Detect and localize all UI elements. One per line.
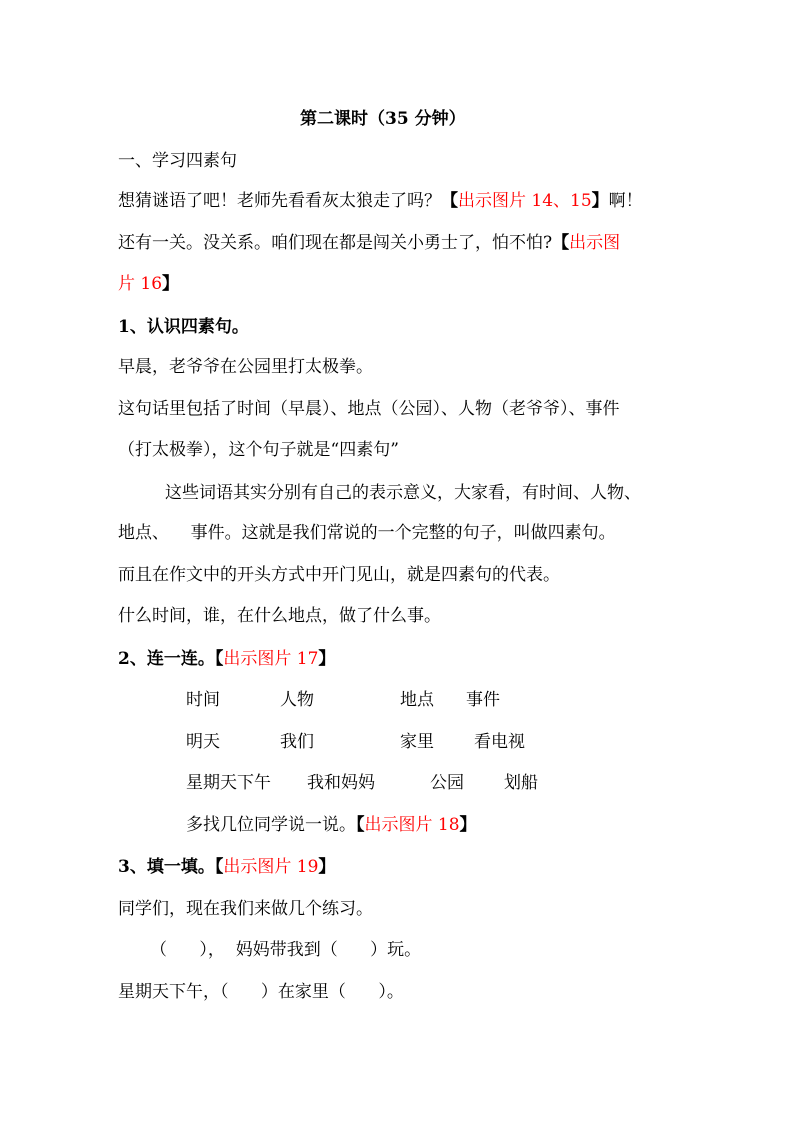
sub2-heading-line xyxy=(118,648,335,670)
explain-line-1: 这句话里包括了时间（早晨）、地点（公园）、人物（老爷爷）、事件 xyxy=(118,399,620,419)
page-title: 第二课时（35 分钟） xyxy=(300,109,466,129)
bracket-open: 【 xyxy=(552,233,570,253)
table-cell: 公园 xyxy=(430,773,464,793)
bracket-close: 】 xyxy=(318,857,336,877)
image-reference: 出示图片 14、15 xyxy=(458,191,592,211)
intro-line-3 xyxy=(118,273,179,295)
para-line-3: 而且在作文中的开头方式中开门见山，就是四素句的代表。 xyxy=(118,565,560,585)
section1-heading: 一、学习四素句 xyxy=(118,151,237,171)
intro-line-1-text: 想猜谜语了吧！老师先看看灰太狼走了吗？ xyxy=(118,191,441,211)
followup-line xyxy=(186,814,477,836)
para-line-1: 这些词语其实分别有自己的表示意义，大家看，有时间、人物、 xyxy=(165,483,641,503)
para-line-4: 什么时间，谁，在什么地点，做了什么事。 xyxy=(118,606,441,626)
bracket-close: 】 xyxy=(591,191,609,211)
image-reference: 出示图片 18 xyxy=(364,815,460,835)
intro-line-1-tail: 啊！ xyxy=(608,191,643,211)
table-cell: 时间 xyxy=(186,690,220,710)
table-cell: 看电视 xyxy=(474,732,525,752)
sub3-intro: 同学们，现在我们来做几个练习。 xyxy=(118,899,373,919)
exercise-2: 星期天下午，（ ）在家里（ ）。 xyxy=(118,982,404,1002)
table-cell: 地点 xyxy=(400,690,434,710)
bracket-open: 【 xyxy=(441,191,458,211)
table-cell: 我和妈妈 xyxy=(307,773,375,793)
intro-line-2 xyxy=(118,232,620,254)
intro-line-1 xyxy=(118,190,643,212)
image-reference: 片 16 xyxy=(118,274,163,294)
image-reference: 出示图 xyxy=(569,233,621,253)
example-sentence: 早晨，老爷爷在公园里打太极拳。 xyxy=(118,357,373,377)
table-cell: 家里 xyxy=(400,732,434,752)
exercise-1: （ ）， 妈妈带我到（ ）玩。 xyxy=(150,940,422,960)
bracket-close: 】 xyxy=(162,274,180,294)
intro-line-2-text: 还有一关。没关系。咱们现在都是闯关小勇士了，怕不怕? xyxy=(118,233,553,253)
explain-line-2: （打太极拳），这个句子就是“四素句” xyxy=(118,440,399,460)
sub1-heading: 1、认识四素句。 xyxy=(118,317,249,337)
table-cell: 划船 xyxy=(504,773,538,793)
bracket-open: 【 xyxy=(356,815,365,835)
table-cell: 星期天下午 xyxy=(186,773,271,793)
para-line-2: 地点、 事件。这就是我们常说的一个完整的句子，叫做四素句。 xyxy=(118,523,616,543)
table-cell: 人物 xyxy=(280,690,314,710)
bracket-close: 】 xyxy=(459,815,477,835)
followup-text: 多找几位同学说一说。 xyxy=(186,815,356,835)
image-reference: 出示图片 17 xyxy=(223,649,319,669)
sub2-heading: 2、连一连。 xyxy=(118,649,215,669)
image-reference: 出示图片 19 xyxy=(223,857,319,877)
bracket-open: 【 xyxy=(214,857,224,877)
bracket-close: 】 xyxy=(318,649,336,669)
table-cell: 事件 xyxy=(466,690,500,710)
table-cell: 我们 xyxy=(280,732,314,752)
sub3-heading: 3、填一填。 xyxy=(118,857,215,877)
bracket-open: 【 xyxy=(214,649,224,669)
table-cell: 明天 xyxy=(186,732,220,752)
sub3-heading-line xyxy=(118,856,335,878)
